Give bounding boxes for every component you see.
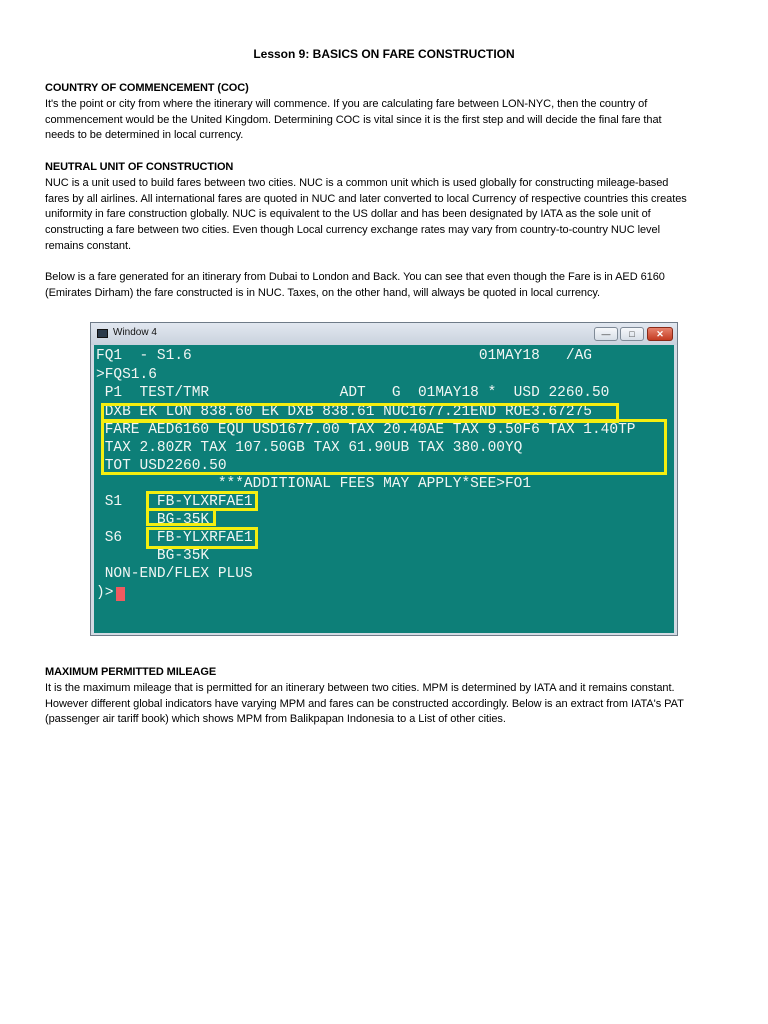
paragraph-line: NUC is a unit used to build fares between two cities. NUC is a common unit which is used globally for constructing mileage-based [45, 177, 669, 189]
paragraph-line: However different global indicators have varying MPM and fares can be constructed accordingly. Below is an extract from IATA's PAT [45, 697, 684, 710]
paragraph-line: uniformity in fare construction globally. NUC is equivalent to the US dollar and has been designated by IATA as the sole unit of [45, 208, 651, 221]
terminal-line: S6 FB-YLXRFAE1 [96, 530, 253, 546]
terminal-line: >FQS1.6 [96, 367, 157, 383]
page-title: Lesson 9: BASICS ON FARE CONSTRUCTION [253, 47, 515, 61]
terminal-line: FARE AED6160 EQU USD1677.00 TAX 20.40AE TAX 9.50F6 TAX 1.40TP [96, 422, 636, 438]
section-heading-coc: COUNTRY OF COMMENCEMENT (COC) [45, 82, 249, 94]
paragraph-line: constructing a fare between two cities. Even though Local currency exchange rates may vary from country-to-country NUC level [45, 224, 660, 237]
highlight-box-fare-taxes [101, 419, 667, 475]
section-heading-nuc: NEUTRAL UNIT OF CONSTRUCTION [45, 161, 234, 173]
section-paragraph-coc [45, 97, 722, 144]
terminal-line: BG-35K [96, 512, 210, 528]
terminal-line: S1 FB-YLXRFAE1 [96, 494, 253, 510]
section-paragraph-fare-example [45, 270, 722, 301]
paragraph-line: It is the maximum mileage that is permitted for an itinerary between two cities. MPM is determined by IATA and it remains constant. [45, 682, 675, 694]
terminal-line: ***ADDITIONAL FEES MAY APPLY*SEE>FO1 [96, 476, 532, 492]
paragraph-line: (Emirates Dirham) the fare constructed is in NUC. Taxes, on the other hand, will always be quoted in local currency. [45, 286, 601, 299]
highlight-box-baggage-s1 [146, 508, 216, 526]
paragraph-line: remains constant. [45, 239, 131, 252]
paragraph-line: commencement would be the United Kingdom. Determining COC is vital since it is the first step and will decide the final fare that [45, 113, 662, 126]
terminal-line: )> [96, 585, 114, 601]
paragraph-line: Below is a fare generated for an itinerary from Dubai to London and Back. You can see that even though the Fare is in AED 6160 [45, 271, 665, 283]
terminal-window [90, 322, 678, 636]
terminal-line: P1 TEST/TMR ADT G 01MAY18 * USD 2260.50 [96, 385, 610, 401]
terminal-line: NON-END/FLEX PLUS [96, 566, 253, 582]
terminal-cursor [116, 587, 125, 601]
window-title: Window 4 [113, 327, 157, 338]
paragraph-line: fares by all airlines. All international fares are quoted in NUC and later converted to local Currency of respective countries this creates [45, 192, 687, 205]
terminal-line: TOT USD2260.50 [96, 458, 227, 474]
paragraph-line: (passenger air tariff book) which shows MPM from Balikpapan Indonesia to a List of other cities. [45, 713, 506, 726]
terminal-line: DXB EK LON 838.60 EK DXB 838.61 NUC1677.21END ROE3.67275 [96, 404, 592, 420]
paragraph-line: It's the point or city from where the itinerary will commence. If you are calculating fare between LON-NYC, then the country of [45, 98, 648, 110]
minimize-button[interactable]: — [594, 327, 618, 341]
terminal-icon [97, 329, 108, 338]
section-paragraph-mpm [45, 681, 722, 728]
terminal-line: BG-35K [96, 548, 210, 564]
section-heading-mpm: MAXIMUM PERMITTED MILEAGE [45, 666, 217, 678]
terminal-line: FQ1 - S1.6 01MAY18 /AG [96, 348, 592, 364]
terminal-screen[interactable] [94, 345, 674, 633]
paragraph-line: needs to be determined in local currency. [45, 129, 244, 142]
maximize-button[interactable]: □ [620, 327, 644, 341]
highlight-box-fare-basis-s6 [146, 527, 258, 549]
terminal-line: TAX 2.80ZR TAX 107.50GB TAX 61.90UB TAX 380.00YQ [96, 440, 523, 456]
window-titlebar [91, 323, 677, 345]
section-paragraph-nuc [45, 176, 722, 255]
close-button[interactable]: ✕ [647, 327, 673, 341]
